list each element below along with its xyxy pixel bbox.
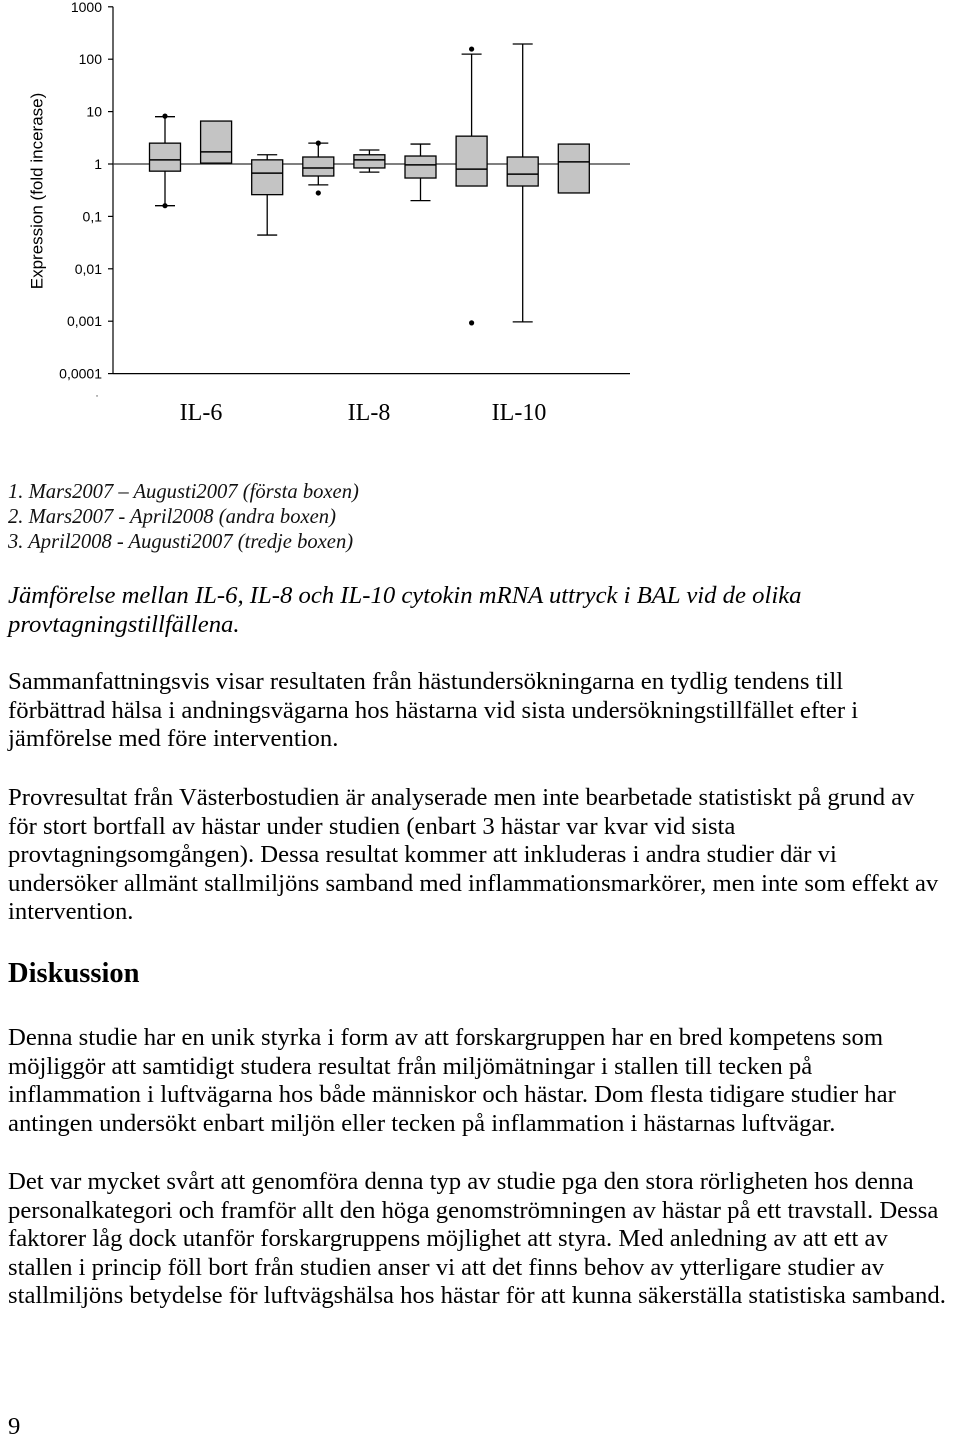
- paragraph-line: inflammation i luftvägarna hos både människor och hästar. Dom flesta tidigare studier har: [8, 1081, 896, 1109]
- caption-line: Jämförelse mellan IL-6, IL-8 och IL-10 cytokin mRNA uttryck i BAL vid de olika: [8, 582, 802, 609]
- paragraph-line: intervention.: [8, 898, 134, 926]
- paragraph-vasterbo: [8, 784, 938, 927]
- outlier-dot-il10-period-1: [469, 46, 474, 51]
- box-il6-period-1: [150, 143, 181, 171]
- paragraph-line: för stort bortfall av hästar under studien (enbart 3 hästar var kvar vid sista: [8, 812, 736, 840]
- paragraph-line: personalkategori och framför allt den höga genomströmningen av hästar på ett travstall. Dessa: [8, 1196, 939, 1224]
- box-il10-period-1: [456, 136, 487, 186]
- category-label-il8: IL-8: [347, 400, 391, 426]
- y-axis-title: Expression (fold incerase): [27, 92, 47, 290]
- outlier-dot-il6-period-1: [162, 114, 167, 119]
- legend-item-period-1: 1. Mars2007 – Augusti2007 (första boxen): [8, 481, 359, 503]
- paragraph-summary: [8, 668, 858, 754]
- category-label-il10: IL-10: [491, 400, 547, 426]
- paragraph-line: Denna studie har en unik styrka i form av att forskargruppen har en bred kompetens som: [8, 1024, 884, 1051]
- caption-line: provtagningstillfällena.: [8, 611, 240, 638]
- paragraph-discussion-2: [8, 1168, 946, 1311]
- axis-origin-mark: .: [95, 388, 99, 400]
- box-il8-period-2: [354, 155, 385, 168]
- paragraph-line: provtagningsomgången). Dessa resultat kommer att inkluderas i andra studier där vi: [8, 841, 837, 869]
- paragraph-line: förbättrad hälsa i andningsvägarna hos hästarna vid sista undersökningstillfället efter i: [8, 696, 859, 724]
- outlier-dot-il8-period-1: [316, 141, 321, 146]
- y-tick-label: 0,01: [74, 260, 102, 277]
- paragraph-line: antingen undersökt enbart miljön eller tecken på inflammation i hästarnas luftvägar.: [8, 1109, 836, 1137]
- section-heading-diskussion: Diskussion: [8, 958, 140, 989]
- paragraph-line: möjliggör att samtidigt studera resultat från miljömätningar i stallen till tecken på: [8, 1052, 813, 1080]
- y-tick-label: 0,0001: [59, 365, 102, 382]
- paragraph-line: stallen i princip föll bort från studien anser vi att det finns behov av ytterligare studier av: [8, 1253, 885, 1281]
- legend-item-period-2: 2. Mars2007 - April2008 (andra boxen): [8, 506, 336, 528]
- paragraph-line: stallmiljöns betydelse för luftvägshälsa hos hästar för att kunna säkerställa statistiska samband.: [8, 1282, 946, 1310]
- y-tick-label: 1000: [70, 0, 102, 15]
- box-il10-period-3: [558, 144, 589, 193]
- box-il8-period-1: [303, 157, 334, 176]
- y-tick-label: 0,1: [82, 208, 102, 225]
- y-tick-label: 10: [86, 103, 102, 120]
- y-tick-label: 100: [78, 51, 102, 68]
- paragraph-line: Provresultat från Västerbostudien är analyserade men inte bearbetade statistiskt på grund av: [8, 784, 915, 811]
- box-il10-period-2: [507, 157, 538, 186]
- paragraph-line: Det var mycket svårt att genomföra denna typ av studie pga den stora rörligheten hos denna: [8, 1168, 914, 1195]
- box-il8-period-3: [405, 156, 436, 178]
- box-il6-period-2: [201, 121, 232, 163]
- category-label-il6: IL-6: [179, 400, 223, 426]
- paragraph-discussion-1: [8, 1024, 896, 1138]
- page-number: 9: [8, 1413, 21, 1440]
- outlier-dot-il8-period-1: [316, 190, 321, 195]
- box-il6-period-3: [252, 160, 283, 195]
- figure-caption: [8, 581, 802, 639]
- y-tick-label: 1: [94, 156, 102, 172]
- figure-legend: [8, 480, 359, 555]
- expression-box-plot: [0, 0, 960, 440]
- paragraph-line: undersöker allmänt stallmiljöns samband med inflammationsmarkörer, men inte som effekt av: [8, 869, 939, 897]
- paragraph-line: Sammanfattningsvis visar resultaten från hästundersökningarna en tydlig tendens till: [8, 668, 844, 695]
- paragraph-line: jämförelse med före intervention.: [8, 725, 339, 753]
- y-tick-label: 0,001: [66, 313, 102, 330]
- outlier-dot-il10-period-1: [469, 320, 474, 325]
- paragraph-line: faktorer låg dock utanför forskargruppens möjlighet att styra. Med anledning av att ett av: [8, 1225, 888, 1253]
- outlier-dot-il6-period-1: [162, 203, 167, 208]
- legend-item-period-3: 3. April2008 - Augusti2007 (tredje boxen): [8, 531, 354, 553]
